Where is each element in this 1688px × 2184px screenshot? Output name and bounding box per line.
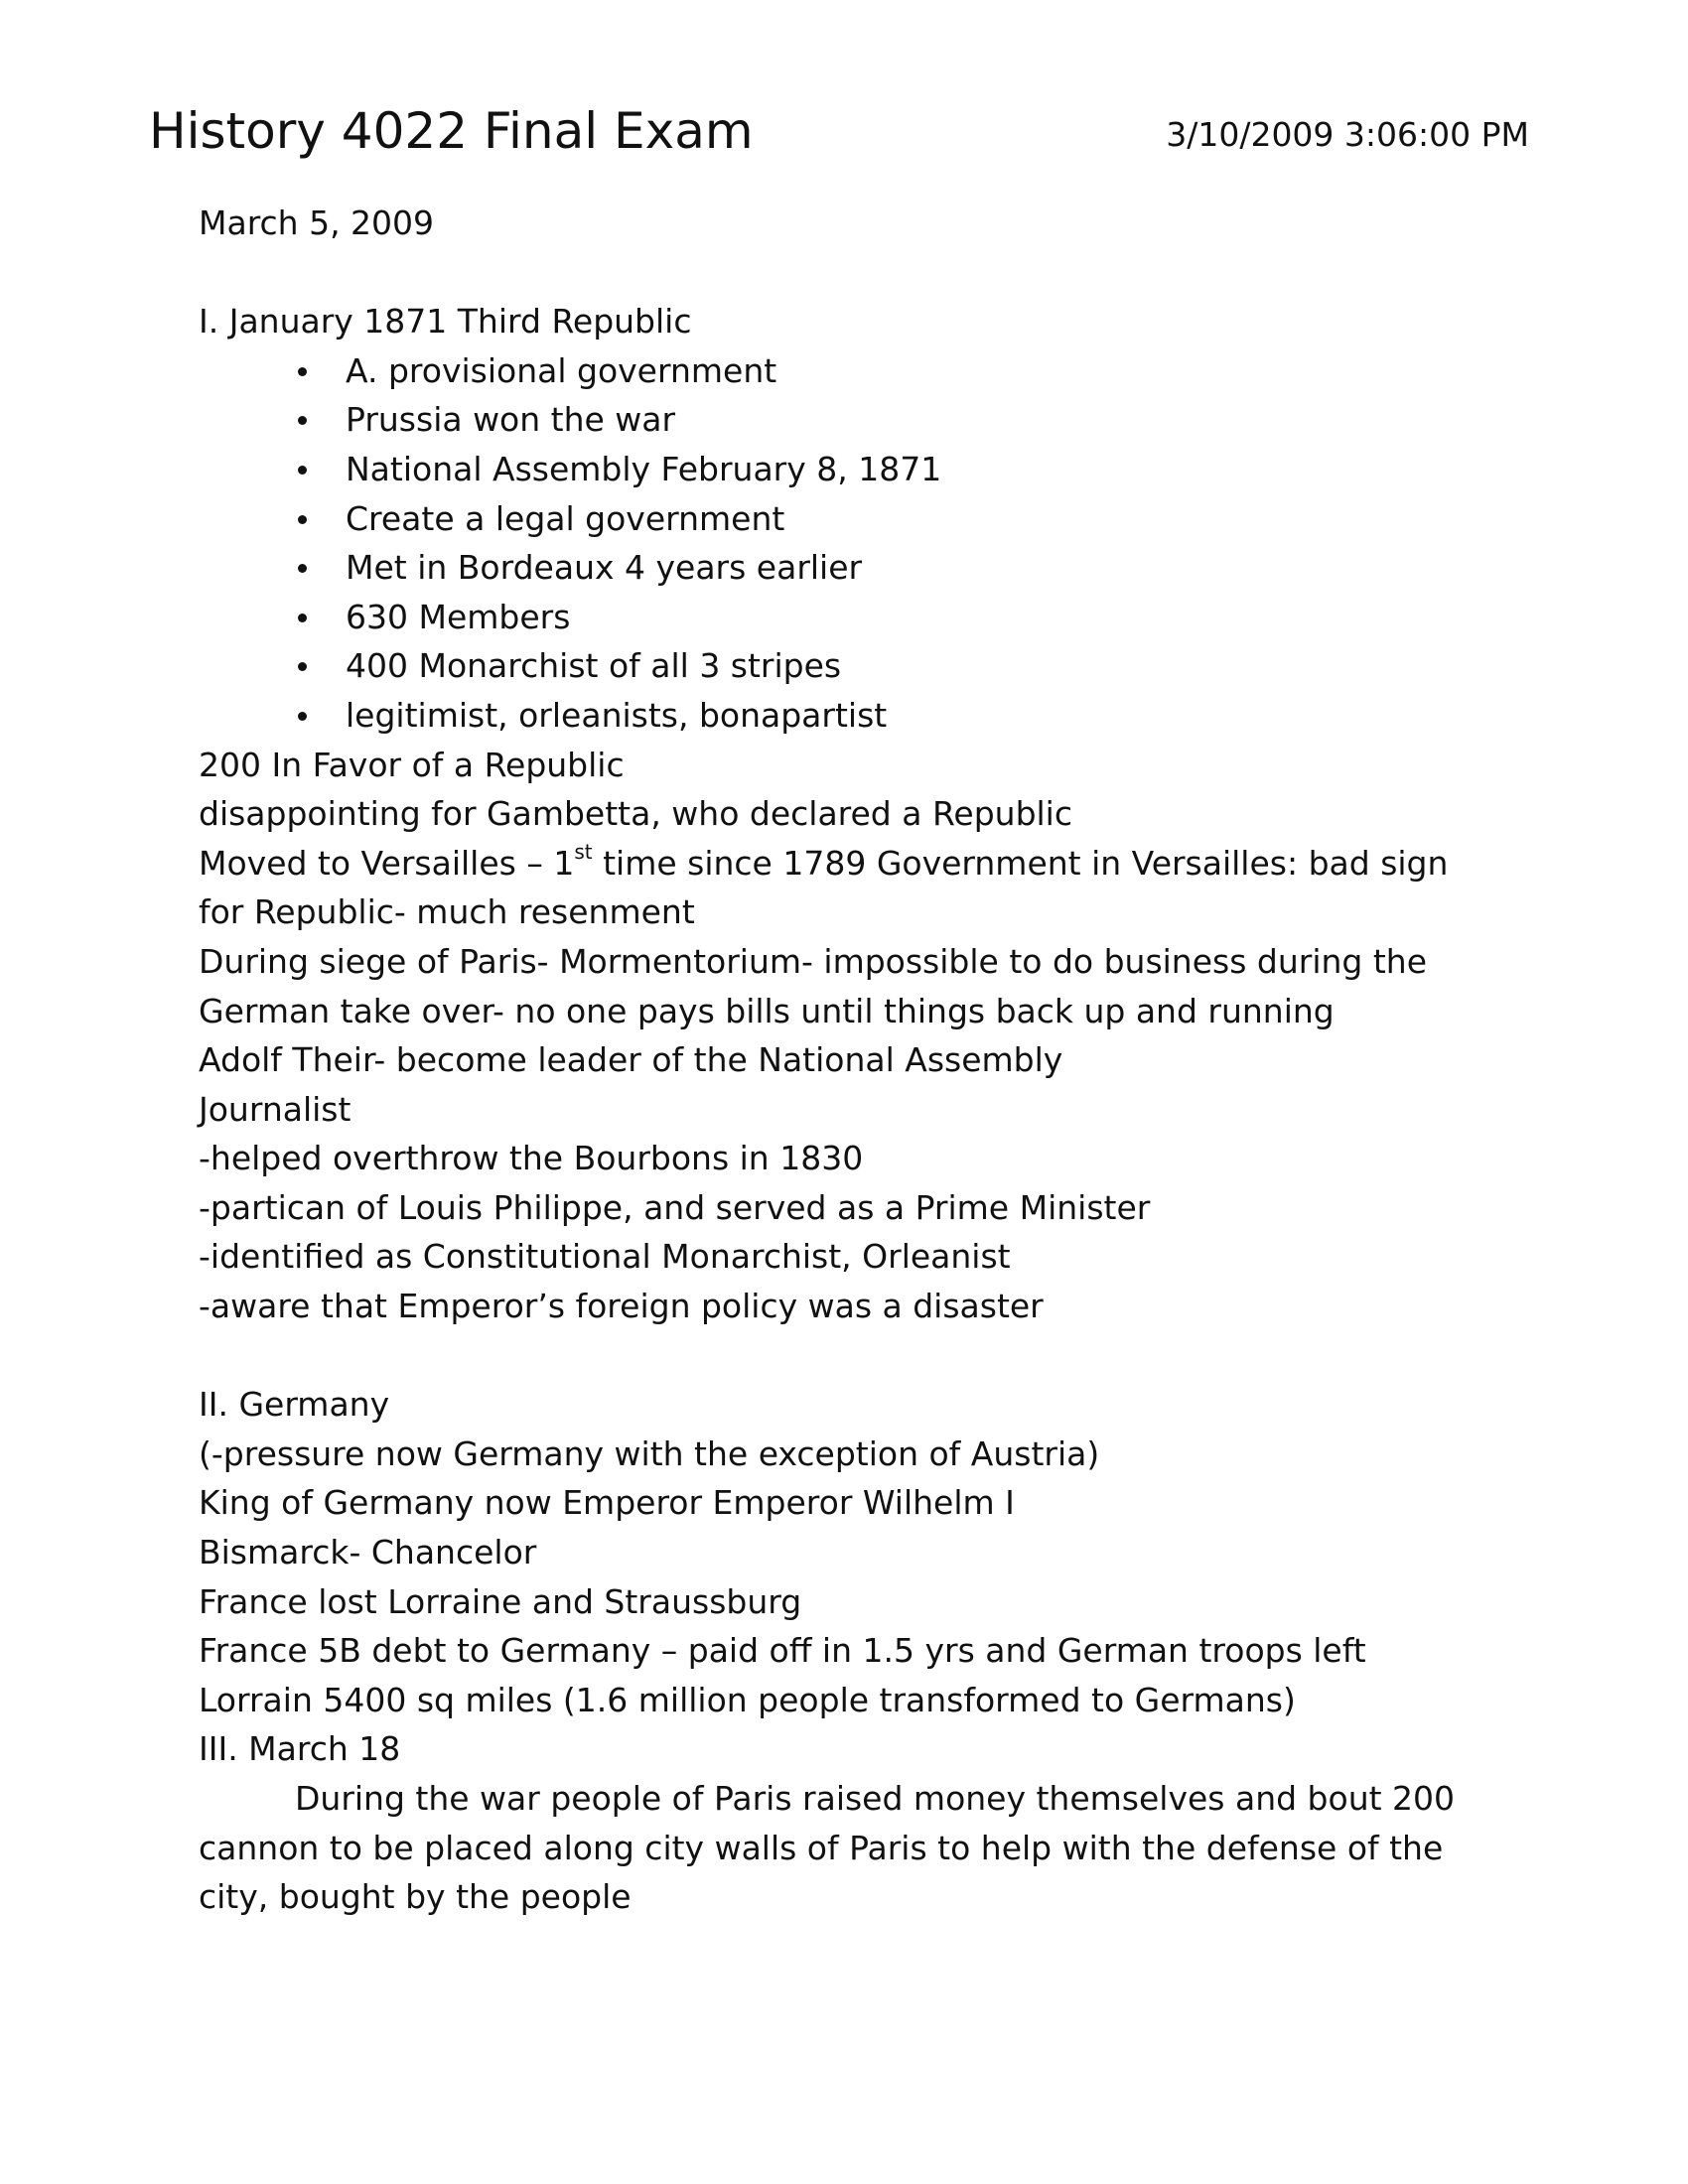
- header-timestamp: 3/10/2009 3:06:00 PM: [1166, 115, 1529, 154]
- section-heading: III. March 18: [199, 1729, 401, 1769]
- text-line: Bismarck- Chancelor: [199, 1533, 537, 1572]
- list-item: [199, 494, 1509, 544]
- list-item-text: legitimist, orleanists, bonapartist: [346, 695, 888, 735]
- bullet-icon: [298, 515, 307, 524]
- page-title: History 4022 Final Exam: [149, 102, 754, 160]
- bullet-icon: [298, 416, 307, 425]
- text-line: King of Germany now Emperor Emperor Wilhelm I: [199, 1483, 1015, 1523]
- notes-body: [199, 199, 1509, 1922]
- list-item: [199, 593, 1509, 642]
- text-line: (-pressure now Germany with the exception of Austria): [199, 1433, 1100, 1473]
- bullet-icon: [298, 614, 307, 622]
- list-item-text: 630 Members: [346, 597, 571, 636]
- text-line: Adolf Their- become leader of the National Assembly: [199, 1040, 1063, 1080]
- text-fragment: time since 1789 Government in Versailles: bad sign: [592, 843, 1449, 883]
- text-line: Lorrain 5400 sq miles (1.6 million people transformed to Germans): [199, 1680, 1296, 1719]
- text-line: Journalist: [199, 1089, 352, 1129]
- list-item: [199, 691, 1509, 741]
- text-line: -helped overthrow the Bourbons in 1830: [199, 1139, 864, 1178]
- bullet-icon: [298, 662, 307, 671]
- list-item-text: A. provisional government: [346, 350, 777, 390]
- bullet-icon: [298, 466, 307, 475]
- superscript: st: [574, 839, 593, 864]
- text-line: German take over- no one pays bills until things back up and running: [199, 991, 1335, 1030]
- list-item: [199, 346, 1509, 396]
- bullet-icon: [298, 367, 307, 376]
- blank-line: [199, 248, 1509, 298]
- text-line: disappointing for Gambetta, who declared a Republic: [199, 794, 1072, 834]
- paragraph-line: [199, 1774, 1509, 1824]
- section-heading: I. January 1871 Third Republic: [199, 302, 692, 341]
- text-line: for Republic- much resenment: [199, 892, 695, 932]
- text-line: During siege of Paris- Mormentorium- impossible to do business during the: [199, 941, 1428, 981]
- list-item: [199, 395, 1509, 445]
- text-line: -identified as Constitutional Monarchist, Orleanist: [199, 1237, 1011, 1277]
- list-item: [199, 543, 1509, 593]
- paragraph-line: city, bought by the people: [199, 1877, 632, 1917]
- paragraph-line: cannon to be placed along city walls of Paris to help with the defense of the: [199, 1828, 1444, 1867]
- text-line: France 5B debt to Germany – paid off in 1.5 yrs and German troops left: [199, 1631, 1366, 1671]
- notes-date: March 5, 2009: [199, 204, 435, 242]
- text-fragment: Moved to Versailles – 1: [199, 843, 575, 883]
- text-line: -partican of Louis Philippe, and served as a Prime Minister: [199, 1187, 1151, 1227]
- list-item-text: Met in Bordeaux 4 years earlier: [346, 548, 863, 588]
- bullet-list: [199, 346, 1509, 741]
- section-heading: II. Germany: [199, 1385, 390, 1425]
- text-line: -aware that Emperor’s foreign policy was a disaster: [199, 1287, 1044, 1326]
- bullet-icon: [298, 712, 307, 721]
- bullet-icon: [298, 564, 307, 573]
- list-item-text: 400 Monarchist of all 3 stripes: [346, 646, 842, 686]
- page-header: [149, 99, 1529, 179]
- text-line: France lost Lorraine and Straussburg: [199, 1581, 802, 1621]
- list-item-text: Create a legal government: [346, 498, 785, 538]
- text-line: 200 In Favor of a Republic: [199, 745, 625, 784]
- list-item-text: Prussia won the war: [346, 400, 676, 440]
- list-item: [199, 445, 1509, 494]
- text-line-versailles: [199, 839, 1509, 888]
- text-fragment: During the war people of Paris raised money themselves and bout 200: [295, 1779, 1456, 1818]
- blank-line: [199, 1331, 1509, 1381]
- list-item-text: National Assembly February 8, 1871: [346, 449, 942, 488]
- list-item: [199, 641, 1509, 691]
